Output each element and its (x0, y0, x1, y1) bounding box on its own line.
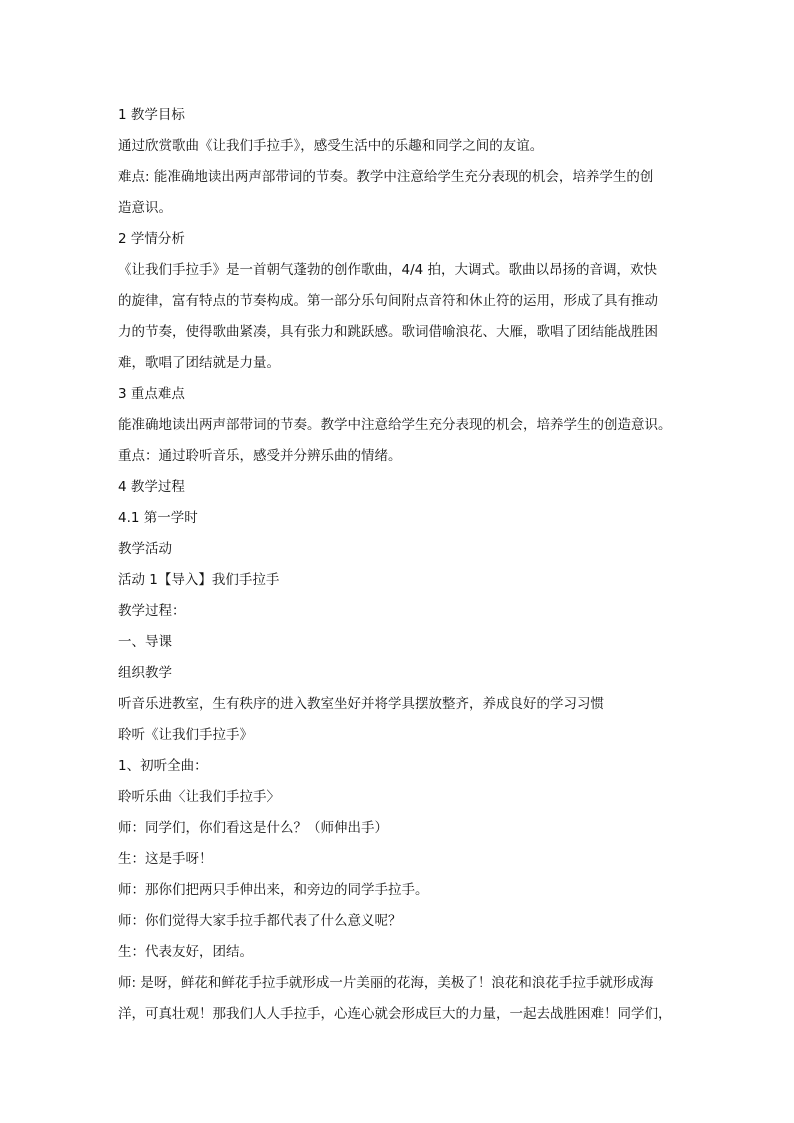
paragraph-step-1 (118, 627, 678, 658)
paragraph-s4-heading (118, 472, 678, 503)
text-line: 2 学情分析 (118, 231, 185, 247)
text-line: 聆听《让我们手拉手》 (118, 727, 253, 743)
text-line: 《让我们手拉手》是一首朝气蓬勃的创作歌曲，4/4 拍，大调式。歌曲以昂扬的音调，欢快 (118, 262, 658, 278)
text-line: 师: 是呀，鲜花和鲜花手拉手就形成一片美丽的花海，美极了！浪花和浪花手拉手就形成海 (118, 975, 654, 991)
paragraph-s1-heading (118, 100, 678, 131)
paragraph-listen (118, 720, 678, 751)
text-line: 难点: 能准确地读出两声部带词的节奏。教学中注意给学生充分表现的机会，培养学生的创 (118, 169, 654, 185)
paragraph-enter (118, 689, 678, 720)
text-line: 的旋律，富有特点的节奏构成。第一部分乐句间附点音符和休止符的运用，形成了具有推动 (118, 293, 658, 309)
text-line: 师：那你们把两只手伸出来，和旁边的同学手拉手。 (118, 882, 429, 898)
text-line: 难，歌唱了团结就是力量。 (118, 355, 280, 371)
text-line: 力的节奏，使得歌曲紧凑，具有张力和跳跃感。歌词借喻浪花、大雁，歌唱了团结能战胜困 (118, 324, 658, 340)
text-line: 师：同学们，你们看这是什么？（师伸出手） (118, 820, 388, 836)
paragraph-first-listen (118, 751, 678, 782)
paragraph-listen-song (118, 782, 678, 813)
paragraph-s1-difficulty (118, 162, 678, 224)
paragraph-s3-difficulty (118, 410, 678, 441)
paragraph-s2 (118, 937, 678, 968)
paragraph-t4 (118, 968, 678, 1030)
text-line: 生：这是手呀！ (118, 851, 213, 867)
paragraph-s2-heading (118, 224, 678, 255)
paragraph-process (118, 596, 678, 627)
text-line: 组织教学 (118, 665, 172, 681)
paragraph-s1 (118, 844, 678, 875)
text-line: 洋，可真壮观！那我们人人手拉手，心连心就会形成巨大的力量，一起去战胜困难！同学们， (118, 1006, 672, 1022)
text-line: 聆听乐曲〈让我们手拉手〉 (118, 789, 280, 805)
text-line: 重点：通过聆听音乐，感受并分辨乐曲的情绪。 (118, 448, 402, 464)
text-line: 教学过程： (118, 603, 186, 619)
paragraph-s2-body (118, 255, 678, 379)
paragraph-t1 (118, 813, 678, 844)
text-line: 1 教学目标 (118, 107, 185, 123)
paragraph-s3-key (118, 441, 678, 472)
text-line: 师：你们觉得大家手拉手都代表了什么意义呢？ (118, 913, 402, 929)
text-line: 通过欣赏歌曲《让我们手拉手》，感受生活中的乐趣和同学之间的友谊。 (118, 138, 544, 154)
paragraph-s1-goal (118, 131, 678, 162)
text-line: 能准确地读出两声部带词的节奏。教学中注意给学生充分表现的机会，培养学生的创造意识。 (118, 417, 672, 433)
text-line: 听音乐进教室，生有秩序的进入教室坐好并将学具摆放整齐，养成良好的学习习惯 (118, 696, 604, 712)
text-line: 活动 1【导入】我们手拉手 (118, 572, 280, 588)
paragraph-organize (118, 658, 678, 689)
paragraph-activity-title (118, 534, 678, 565)
text-line: 4.1 第一学时 (118, 510, 198, 526)
document-page (118, 100, 678, 1030)
text-line: 一、导课 (118, 634, 172, 650)
paragraph-s4-1 (118, 503, 678, 534)
text-line: 生：代表友好，团结。 (118, 944, 253, 960)
text-line: 造意识。 (118, 200, 172, 216)
text-line: 1、初听全曲： (118, 758, 208, 774)
text-line: 教学活动 (118, 541, 172, 557)
paragraph-s3-heading (118, 379, 678, 410)
paragraph-activity-1 (118, 565, 678, 596)
paragraph-t2 (118, 875, 678, 906)
text-line: 4 教学过程 (118, 479, 185, 495)
paragraph-t3 (118, 906, 678, 937)
text-line: 3 重点难点 (118, 386, 185, 402)
